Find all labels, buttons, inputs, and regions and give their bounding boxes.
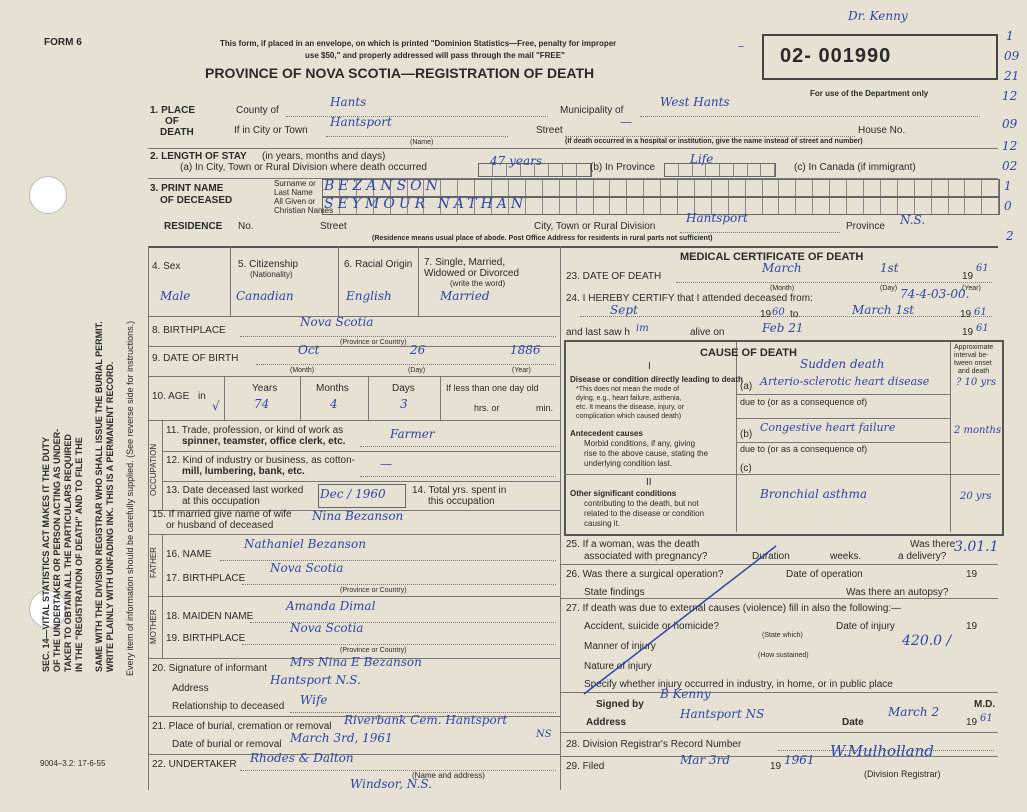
surname-caption: Surname or (274, 179, 316, 188)
s24-19a: 19 (760, 309, 772, 320)
accident-label: Accident, suicide or homicide? (584, 621, 720, 632)
due-to-2: due to (or as a consequence of) (740, 444, 868, 454)
cert-address-value: Hantsport NS (680, 707, 765, 721)
alive-on-value: Feb 21 (762, 321, 804, 335)
s15-label: 15. If married give name of wife (152, 509, 292, 520)
age-days-value: 3 (400, 397, 408, 411)
how-caption: (How sustained) (758, 652, 809, 659)
division-registrar-caption: (Division Registrar) (864, 769, 941, 779)
relationship-label: Relationship to deceased (172, 701, 285, 712)
form-footer-code: 9004–3.2: 17-6-55 (40, 759, 106, 768)
s25-label: 25. If a woman, was the death (566, 539, 700, 550)
city-town-value: Hantsport (330, 115, 392, 129)
cod-b-label: (b) (740, 429, 753, 440)
county-label: County of (236, 105, 279, 116)
burial-extra: NS (536, 729, 552, 740)
municipality-value: West Hants (660, 95, 730, 109)
cod-part-2: II (646, 477, 652, 488)
house-no-label: House No. (858, 125, 906, 136)
s21-date-label: Date of burial or removal (172, 739, 282, 750)
s3-label-2: OF DECEASED (160, 195, 233, 206)
interval-b-value: 2 months (954, 425, 1002, 436)
given-value: SEYMOUR NATHAN (324, 196, 528, 212)
s10-in: in (198, 391, 206, 402)
spouse-value: Nina Bezanson (312, 509, 404, 523)
s5-label: 5. Citizenship (238, 259, 299, 270)
s24-19b: 19 (960, 309, 972, 320)
s7-sub2: (write the word) (450, 279, 506, 288)
dept-name: Dr. Kenny (848, 9, 908, 23)
s26-19: 19 (966, 569, 978, 580)
s19-caption: (Province or Country) (340, 647, 407, 654)
margin-code: 02 (1002, 159, 1018, 173)
industry-value: — (380, 457, 392, 471)
other-sig-3: related to the disease or condition (584, 509, 705, 518)
manner-label: Manner of injury (584, 641, 656, 652)
s12-label: 12. Kind of industry or business, as cotton- (166, 455, 355, 466)
s20-label: 20. Signature of informant (152, 663, 268, 674)
interval-2: interval be- (954, 352, 989, 359)
strike-line (580, 540, 780, 700)
s2-label: 2. LENGTH OF STAY (150, 151, 247, 162)
s24-19c: 19 (962, 327, 974, 338)
age-check: √ (212, 399, 220, 413)
s12-sub: mill, lumbering, bank, etc. (182, 466, 305, 477)
form-number: FORM 6 (44, 37, 82, 48)
s2-sub: (in years, months and days) (262, 151, 386, 162)
s8-label: 8. BIRTHPLACE (152, 325, 226, 336)
s11-label: 11. Trade, profession, or kind of work as (166, 425, 344, 436)
dob-month-value: Oct (298, 343, 320, 357)
s23-label: 23. DATE OF DEATH (566, 271, 662, 282)
s1-label: 1. PLACE (150, 105, 196, 116)
s2b-label: (b) In Province (590, 162, 656, 173)
antecedent-3: rise to the above cause, stating the (584, 449, 709, 458)
informant-value: Mrs Nina E Bezanson (290, 655, 422, 669)
s24-to: to (790, 309, 799, 320)
margin-code: 12 (1002, 89, 1018, 103)
margin-code: 12 (1002, 139, 1018, 153)
undertaker-address-value: Windsor, N.S. (350, 777, 432, 791)
s10-label: 10. AGE (152, 391, 190, 402)
occupation-side-label: OCCUPATION (149, 443, 158, 496)
trade-value: Farmer (390, 427, 435, 441)
death-month-caption: (Month) (770, 285, 795, 292)
mother-maiden-value: Amanda Dimal (286, 599, 376, 613)
burial-date-value: March 3rd, 1961 (290, 731, 393, 745)
filed-year: 1961 (784, 753, 815, 767)
delivery-code: 3.01.1 (954, 539, 999, 555)
specify-label: Specify whether injury occurred in industry, in home, or in public place (584, 679, 893, 690)
cod-title: CAUSE OF DEATH (700, 347, 797, 359)
s15-sub: or husband of deceased (166, 520, 274, 531)
residence-province-label: Province (846, 221, 885, 232)
s7-sub: Widowed or Divorced (424, 268, 520, 279)
findings-label: State findings (584, 587, 645, 598)
dept-use-note: For use of the Department only (810, 89, 929, 98)
marital-value: Married (440, 289, 490, 303)
side-line: SEC. 14—VITAL STATISTICS ACT MAKES IT THE DUTY (41, 436, 51, 672)
disease-note-5: complication which caused death) (576, 413, 682, 420)
city-town-label: If in City or Town (234, 125, 308, 136)
s13-sub: at this occupation (182, 496, 260, 507)
father-name-value: Nathaniel Bezanson (244, 537, 366, 551)
s28-label: 28. Division Registrar's Record Number (566, 739, 742, 750)
margin-code: 1 (1006, 29, 1014, 43)
margin-code: 2 (1006, 229, 1014, 243)
sex-value: Male (160, 289, 191, 303)
s4-label: 4. Sex (152, 261, 181, 272)
death-year-value: 61 (976, 263, 989, 274)
surname-value: BEZANSON (324, 178, 442, 194)
cert-date-label: Date (842, 717, 864, 728)
registrar-signature: W.Mulholland (830, 742, 934, 760)
min-label: min. (536, 403, 554, 413)
s26-label: 26. Was there a surgical operation? (566, 569, 724, 580)
last-saw-value: im (636, 323, 649, 334)
interval-1: Approximate (954, 344, 994, 351)
attended-from-value: Sept (610, 303, 638, 317)
other-condition-value: Bronchial asthma (760, 487, 867, 501)
cause-b-value: Congestive heart failure (760, 421, 896, 434)
s25-sub: associated with pregnancy? (584, 551, 708, 562)
cause-a-value: Arterio-sclerotic heart disease (760, 375, 930, 388)
to-year: 61 (974, 307, 987, 318)
s1-label-of: OF (165, 116, 179, 127)
residence-no-label: No. (238, 221, 254, 232)
s19-label: 19. BIRTHPLACE (166, 633, 246, 644)
state-which-caption: (State which) (762, 632, 803, 639)
side-line: Every item of information should be carefully supplied. (See reverse side for instructions.) (125, 320, 135, 676)
residence-note: (Residence means usual place of abode. Post Office Address for residents in rural parts not sufficient) (372, 235, 713, 242)
s13-label: 13. Date deceased last worked (166, 485, 304, 496)
disease-note-1: Disease or condition directly leading to death (570, 375, 743, 384)
checkmark: – (738, 39, 744, 53)
binder-hole-top (29, 176, 67, 214)
residence-label: RESIDENCE (164, 221, 223, 232)
informant-address-value: Hantsport N.S. (270, 673, 361, 687)
form-title: PROVINCE OF NOVA SCOTIA—REGISTRATION OF DEATH (205, 65, 595, 81)
s14-sub: this occupation (428, 496, 495, 507)
manner-code: 420.0 / (902, 633, 952, 649)
margin-code: 1 (1004, 179, 1012, 193)
duration-label: Duration (752, 551, 790, 562)
s16-label: 16. NAME (166, 549, 212, 560)
informant-address-label: Address (172, 683, 209, 694)
side-line: IN THE "REGISTRATION OF DEATH" AND TO FILE THE (74, 437, 84, 672)
age-years-value: 74 (254, 397, 270, 411)
attended-to-value: March 1st (852, 303, 915, 317)
mother-birth-value: Nova Scotia (290, 621, 364, 635)
filed-value: Mar 3rd (680, 753, 731, 767)
last-saw-label: and last saw h (566, 327, 630, 338)
s27-label: 27. If death was due to external causes (violence) fill in also the following:— (566, 603, 902, 614)
cod-c-label: (c) (740, 463, 752, 474)
death-month-value: March (762, 261, 802, 275)
s17-label: 17. BIRTHPLACE (166, 573, 246, 584)
s27-19: 19 (966, 621, 978, 632)
nature-label: Nature of injury (584, 661, 652, 672)
disease-note-2: *This does not mean the mode of (576, 386, 680, 393)
s21-label: 21. Place of burial, cremation or removal (152, 721, 332, 732)
stay-city-value: 47 years (490, 154, 543, 168)
registration-number: 02- 001990 (780, 45, 892, 67)
cod-a-label: (a) (740, 381, 753, 392)
interval-3: tween onset (954, 360, 992, 367)
birthplace-value: Nova Scotia (300, 315, 374, 329)
name-caption: (Name) (410, 139, 434, 146)
disease-note-4: etc. It means the disease, injury, or (576, 404, 685, 411)
hospital-note: (If death occurred in a hospital or institution, give the name instead of street and number) (565, 138, 863, 145)
street-label: Street (536, 125, 563, 136)
sudden-death-value: Sudden death (800, 357, 885, 371)
s24-code: 74-4-03-00. (900, 287, 970, 301)
margin-code: 0 (1004, 199, 1012, 213)
stay-province-value: Life (690, 152, 714, 166)
s18-label: 18. MAIDEN NAME (166, 611, 254, 622)
days-label: Days (392, 383, 415, 394)
other-sig-2: contributing to the death, but not (584, 499, 699, 508)
was-there-label: Was there (910, 539, 956, 550)
cert-year: 61 (980, 713, 993, 724)
other-sig-4: causing it. (584, 519, 621, 528)
md-label: M.D. (974, 699, 996, 710)
antecedent-4: underlying condition last. (584, 459, 673, 468)
s6-label: 6. Racial Origin (344, 259, 413, 270)
s24-label: 24. I HEREBY CERTIFY that I attended deceased from: (566, 293, 813, 304)
surname-caption-2: Last Name (274, 188, 313, 197)
s29-19: 19 (770, 761, 782, 772)
interval-4: and death (958, 368, 990, 375)
side-line: TAKER TO OBTAIN ALL THE PARTICULARS REQUIRED (63, 434, 73, 672)
alive-year: 61 (976, 323, 989, 334)
cert-date-value: March 2 (888, 705, 940, 719)
dob-day-caption: (Day) (408, 367, 426, 374)
s8-caption: (Province or Country) (340, 339, 407, 346)
death-year-caption: (Year) (962, 285, 981, 292)
s7-label: 7. Single, Married, (424, 257, 506, 268)
date-op-label: Date of operation (786, 569, 863, 580)
from-year: 60 (772, 307, 785, 318)
residence-street-label: Street (320, 221, 347, 232)
months-label: Months (316, 383, 349, 394)
residence-city-label: City, Town or Rural Division (534, 221, 656, 232)
death-day-caption: (Day) (880, 285, 898, 292)
margin-code: 21 (1004, 69, 1020, 83)
signed-by-value: B Kenny (660, 687, 711, 701)
autopsy-label: Was there an autopsy? (846, 587, 949, 598)
weeks-label: weeks. (830, 551, 862, 562)
s2c-label: (c) In Canada (if immigrant) (794, 162, 916, 173)
father-birth-value: Nova Scotia (270, 561, 344, 575)
s23-19: 19 (962, 271, 974, 282)
s2a-label: (a) In City, Town or Rural Division where death occurred (180, 162, 427, 173)
margin-code: 09 (1002, 117, 1018, 131)
s17-caption: (Province or Country) (340, 587, 407, 594)
years-label: Years (252, 383, 278, 394)
s22-caption: (Name and address) (412, 771, 485, 780)
s3-label: 3. PRINT NAME (150, 183, 224, 194)
county-value: Hants (330, 95, 367, 109)
residence-province-value: N.S. (900, 213, 926, 227)
s9-label: 9. DATE OF BIRTH (152, 353, 239, 364)
s22-label: 22. UNDERTAKER (152, 759, 237, 770)
side-line: SAME WITH THE DIVISION REGISTRAR WHO SHALL ISSUE THE BURIAL PERMIT. (94, 321, 104, 672)
racial-value: English (346, 289, 392, 303)
signed-by-label: Signed by (596, 699, 644, 710)
burial-place-value: Riverbank Cem. Hantsport (344, 713, 508, 727)
less-day-label: If less than one day old (446, 383, 539, 393)
delivery-label: a delivery? (898, 551, 947, 562)
residence-city-value: Hantsport (686, 211, 748, 225)
undertaker-value: Rhodes & Dalton (250, 751, 354, 765)
s29-label: 29. Filed (566, 761, 605, 772)
relationship-value: Wife (300, 693, 328, 707)
citizenship-value: Canadian (236, 289, 294, 303)
other-sig-1: Other significant conditions (570, 489, 677, 498)
antecedent-2: Morbid conditions, if any, giving (584, 439, 696, 448)
side-line: WRITE PLAINLY WITH UNFADING INK. THIS IS A PERMANENT RECORD. (105, 361, 115, 672)
cert-address-label: Address (586, 717, 627, 728)
dob-month-caption: (Month) (290, 367, 315, 374)
dob-year-value: 1886 (510, 343, 541, 357)
death-day-value: 1st (880, 261, 899, 275)
s14-label: 14. Total yrs. spent in (412, 485, 507, 496)
street-value: — (620, 115, 632, 129)
hrs-label: hrs. or (474, 403, 500, 413)
given-caption: All Given or (274, 197, 316, 206)
antecedent-1: Antecedent causes (570, 429, 643, 438)
last-worked-value: Dec / 1960 (320, 487, 386, 501)
medical-title: MEDICAL CERTIFICATE OF DEATH (680, 251, 864, 263)
father-side-label: FATHER (149, 547, 158, 578)
disease-note-3: dying, e.g., heart failure, asthenia, (576, 395, 682, 402)
margin-code: 09 (1004, 49, 1020, 63)
mail-notice-1: This form, if placed in an envelope, on which is printed "Dominion Statistics—Free, penalty for improper (220, 39, 617, 48)
municipality-label: Municipality of (560, 105, 624, 116)
interval-other-value: 20 yrs (960, 491, 992, 502)
mail-notice-2: use $50," and properly addressed will pass through the mail "FREE" (305, 51, 565, 60)
side-line: OF THE UNDERTAKER OR PERSON ACTING AS UNDER- (52, 428, 62, 672)
s11-sub: spinner, teamster, office clerk, etc. (182, 436, 346, 447)
s5-sub: (Nationality) (250, 270, 293, 279)
dob-day-value: 26 (410, 343, 426, 357)
due-to-1: due to (or as a consequence of) (740, 397, 868, 407)
cod-part-1: I (648, 361, 651, 372)
given-caption-2: Christian Names (274, 206, 334, 215)
mother-side-label: MOTHER (149, 609, 158, 644)
dob-year-caption: (Year) (512, 367, 531, 374)
s1-label-death: DEATH (160, 127, 194, 138)
age-months-value: 4 (330, 397, 338, 411)
date-injury-label: Date of injury (836, 621, 895, 632)
cert-19: 19 (966, 717, 978, 728)
alive-on-label: alive on (690, 327, 725, 338)
interval-a-value: ? 10 yrs (956, 377, 997, 388)
